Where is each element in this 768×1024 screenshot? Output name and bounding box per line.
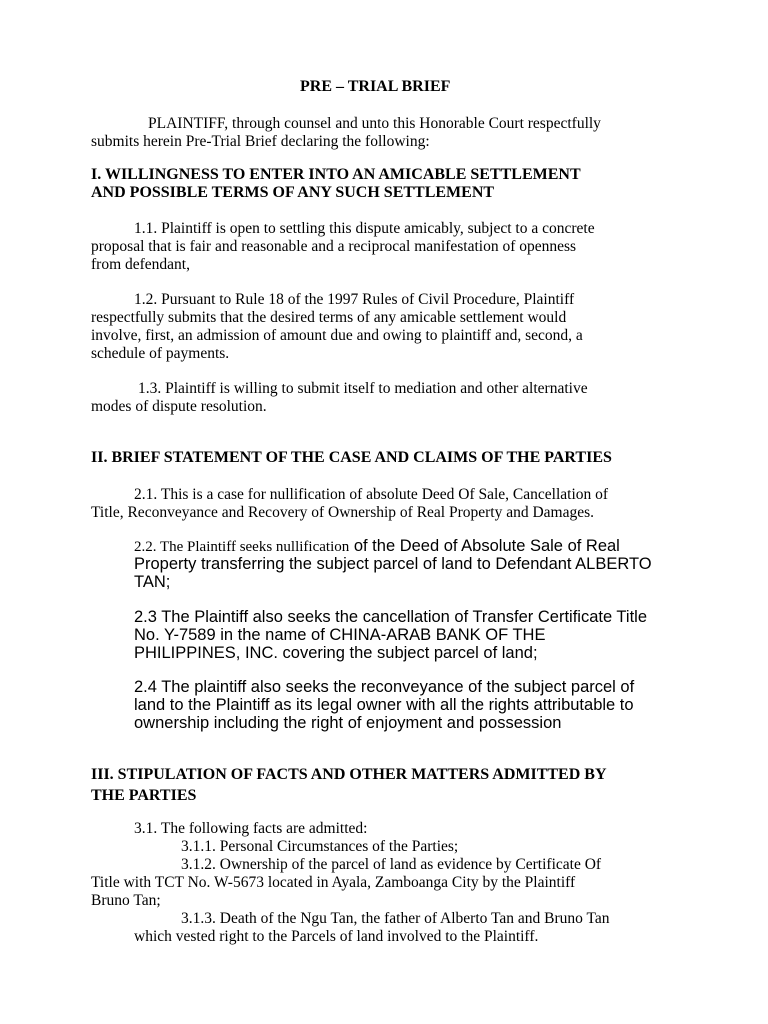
para-3-1-2-line-3: Bruno Tan; [91,892,161,909]
section-1-heading-line-1: I. WILLINGNESS TO ENTER INTO AN AMICABLE SETTLEMENT [91,166,581,183]
para-2-1-line-1: 2.1. This is a case for nullification of absolute Deed Of Sale, Cancellation of [134,486,609,503]
para-2-4-line-3: ownership including the right of enjoyment and possession [134,714,562,732]
intro-line-2: submits herein Pre-Trial Brief declaring the following: [91,133,430,150]
para-2-2-big-text: of the Deed of Absolute Sale of Real [349,537,620,555]
para-3-1-1: 3.1.1. Personal Circumstances of the Parties; [181,838,459,855]
para-3-1-3-line-2: which vested right to the Parcels of land involved to the Plaintiff. [134,928,539,945]
para-1-1-line-3: from defendant, [91,256,190,273]
intro-line-1: PLAINTIFF, through counsel and unto this Honorable Court respectfully [148,115,601,132]
para-2-2-line-2: Property transferring the subject parcel of land to Defendant ALBERTO [134,555,652,573]
para-2-2-line-1 [134,537,620,556]
para-1-1-line-2: proposal that is fair and reasonable and a reciprocal manifestation of openness [91,238,577,255]
para-2-3-line-3: PHILIPPINES, INC. covering the subject parcel of land; [134,644,538,662]
section-2-heading: II. BRIEF STATEMENT OF THE CASE AND CLAIMS OF THE PARTIES [91,449,612,466]
para-2-2-line-3: TAN; [134,573,171,591]
para-3-1-2-line-2: Title with TCT No. W-5673 located in Ayala, Zamboanga City by the Plaintiff [91,874,576,891]
para-1-1-line-1: 1.1. Plaintiff is open to settling this dispute amicably, subject to a concrete [134,220,595,237]
para-1-2-line-4: schedule of payments. [91,345,230,362]
para-1-2-line-3: involve, first, an admission of amount due and owing to plaintiff and, second, a [91,327,583,344]
para-3-1: 3.1. The following facts are admitted: [134,820,368,837]
para-2-3-line-2: No. Y-7589 in the name of CHINA-ARAB BANK OF THE [134,626,546,644]
section-3-heading-line-2: THE PARTIES [91,787,197,804]
para-2-4-line-2: land to the Plaintiff as its legal owner with all the rights attributable to [134,696,634,714]
para-3-1-2-line-1: 3.1.2. Ownership of the parcel of land as evidence by Certificate Of [181,856,602,873]
para-2-4-line-1: 2.4 The plaintiff also seeks the reconveyance of the subject parcel of [134,678,635,696]
para-1-3-line-1: 1.3. Plaintiff is willing to submit itself to mediation and other alternative [138,380,588,397]
para-2-1-line-2: Title, Reconveyance and Recovery of Ownership of Real Property and Damages. [91,504,595,521]
section-1-heading-line-2: AND POSSIBLE TERMS OF ANY SUCH SETTLEMENT [91,184,495,201]
document-title: PRE – TRIAL BRIEF [300,78,451,95]
section-3-heading-line-1: III. STIPULATION OF FACTS AND OTHER MATTERS ADMITTED BY [91,766,607,783]
para-1-2-line-1: 1.2. Pursuant to Rule 18 of the 1997 Rules of Civil Procedure, Plaintiff [134,291,575,308]
para-2-3-line-1: 2.3 The Plaintiff also seeks the cancellation of Transfer Certificate Title [134,608,647,626]
para-1-2-line-2: respectfully submits that the desired terms of any amicable settlement would [91,309,567,326]
para-3-1-3-line-1: 3.1.3. Death of the Ngu Tan, the father of Alberto Tan and Bruno Tan [181,910,610,927]
para-1-3-line-2: modes of dispute resolution. [91,398,267,415]
para-2-2-small-text: 2.2. The Plaintiff seeks nullification [134,539,350,555]
